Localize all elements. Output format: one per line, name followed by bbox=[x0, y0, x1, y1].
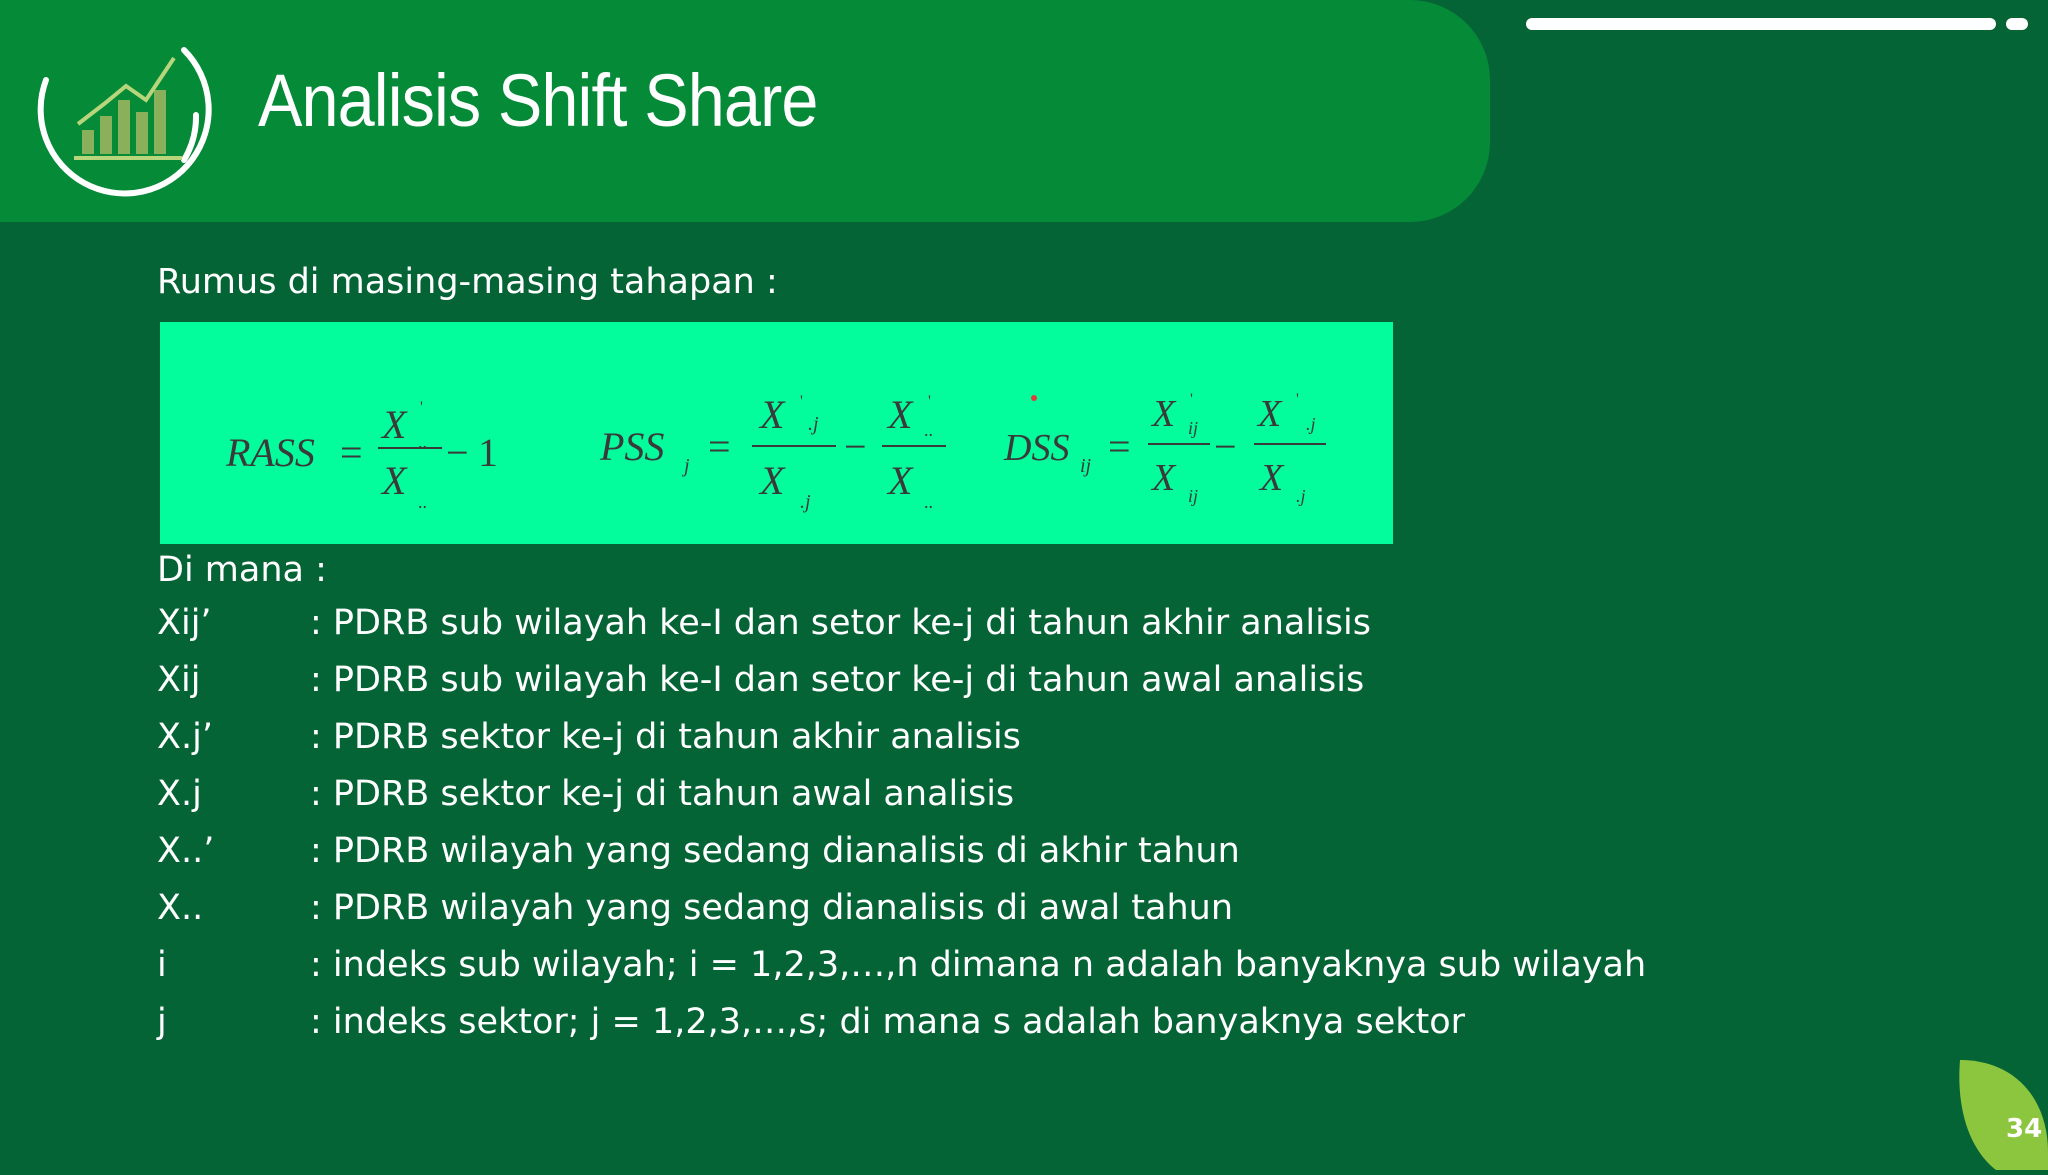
rass-minus: − bbox=[446, 430, 469, 475]
svg-text:..: .. bbox=[418, 492, 427, 512]
pss-numerator-2: X bbox=[888, 392, 913, 437]
definition-desc: : PDRB wilayah yang sedang dianalisis di akhir tahun bbox=[310, 831, 1240, 871]
definition-term: Xij bbox=[157, 660, 201, 700]
pss-formula bbox=[599, 392, 946, 513]
growth-chart-icon bbox=[34, 20, 218, 200]
pss-subscript: j bbox=[684, 455, 690, 477]
svg-text:': ' bbox=[420, 399, 423, 416]
svg-text:': ' bbox=[928, 393, 931, 410]
definition-row bbox=[157, 709, 1646, 766]
definition-term: i bbox=[157, 945, 167, 985]
svg-text:..: .. bbox=[418, 432, 427, 452]
definition-row bbox=[157, 823, 1646, 880]
definition-row bbox=[157, 595, 1646, 652]
dss-subscript: ij bbox=[1080, 455, 1092, 477]
definition-desc: : indeks sektor; j = 1,2,3,…,s; di mana s adalah banyaknya sektor bbox=[310, 1002, 1466, 1042]
formula-intro: Rumus di masing-masing tahapan : bbox=[157, 262, 778, 302]
definition-term: X.j bbox=[157, 774, 202, 814]
pss-minus: − bbox=[844, 424, 867, 469]
svg-text:.j: .j bbox=[800, 491, 811, 513]
definition-desc: : PDRB sektor ke-j di tahun akhir analisis bbox=[310, 717, 1021, 757]
formula-box bbox=[160, 322, 1393, 544]
definition-term: j bbox=[157, 1002, 167, 1042]
dss-numerator-2: X bbox=[1258, 393, 1282, 435]
pss-denominator-2: X bbox=[888, 458, 913, 503]
svg-text:': ' bbox=[1296, 391, 1299, 408]
definition-term: X.. bbox=[157, 888, 204, 928]
svg-text:..: .. bbox=[924, 420, 933, 440]
definition-row bbox=[157, 766, 1646, 823]
pss-lhs: PSS bbox=[600, 424, 665, 469]
page-number: 34 bbox=[2006, 1114, 2043, 1144]
decorative-bar bbox=[1526, 18, 1996, 30]
svg-text:': ' bbox=[800, 393, 803, 410]
definition-desc: : PDRB sub wilayah ke-I dan setor ke-j di tahun akhir analisis bbox=[310, 603, 1372, 643]
svg-text:.j: .j bbox=[1306, 414, 1316, 434]
definition-desc: : PDRB wilayah yang sedang dianalisis di awal tahun bbox=[310, 888, 1234, 928]
rass-numerator: X bbox=[382, 402, 407, 447]
definition-row bbox=[157, 880, 1646, 937]
definitions-heading: Di mana : bbox=[157, 550, 327, 590]
definition-desc: : PDRB sektor ke-j di tahun awal analisis bbox=[310, 774, 1015, 814]
definition-row bbox=[157, 937, 1646, 994]
pss-eq: = bbox=[708, 424, 731, 469]
svg-text:..: .. bbox=[924, 492, 933, 512]
dss-denominator-2: X bbox=[1260, 457, 1284, 499]
dss-eq: = bbox=[1108, 424, 1131, 469]
dss-formula bbox=[1003, 391, 1326, 506]
dss-lhs: DSS bbox=[1004, 427, 1070, 469]
rass-one: 1 bbox=[478, 430, 498, 475]
svg-text:': ' bbox=[1190, 391, 1193, 408]
definition-row bbox=[157, 994, 1646, 1051]
definitions-list bbox=[157, 545, 1646, 1051]
rass-eq: = bbox=[340, 430, 363, 475]
decorative-dot bbox=[2006, 18, 2028, 30]
svg-text:ij: ij bbox=[1188, 418, 1199, 438]
page-title: Analisis Shift Share bbox=[258, 59, 818, 142]
svg-text:.j: .j bbox=[1296, 486, 1306, 506]
rass-lhs: RASS bbox=[226, 430, 315, 475]
rass-formula bbox=[225, 399, 498, 512]
definition-row bbox=[157, 652, 1646, 709]
pss-denominator-1: X bbox=[760, 458, 785, 503]
definition-term: X.j’ bbox=[157, 717, 213, 757]
dss-numerator-1: X bbox=[1152, 393, 1176, 435]
svg-text:ij: ij bbox=[1188, 486, 1199, 506]
pss-numerator-1: X bbox=[760, 392, 785, 437]
rass-denominator: X bbox=[382, 458, 407, 503]
svg-text:.j: .j bbox=[808, 413, 819, 435]
dss-minus: − bbox=[1214, 424, 1237, 469]
definition-term: X..’ bbox=[157, 831, 215, 871]
definition-desc: : PDRB sub wilayah ke-I dan setor ke-j di tahun awal analisis bbox=[310, 660, 1365, 700]
definition-term: Xij’ bbox=[157, 603, 212, 643]
definition-desc: : indeks sub wilayah; i = 1,2,3,…,n dimana n adalah banyaknya sub wilayah bbox=[310, 945, 1647, 985]
dss-denominator-1: X bbox=[1152, 457, 1176, 499]
